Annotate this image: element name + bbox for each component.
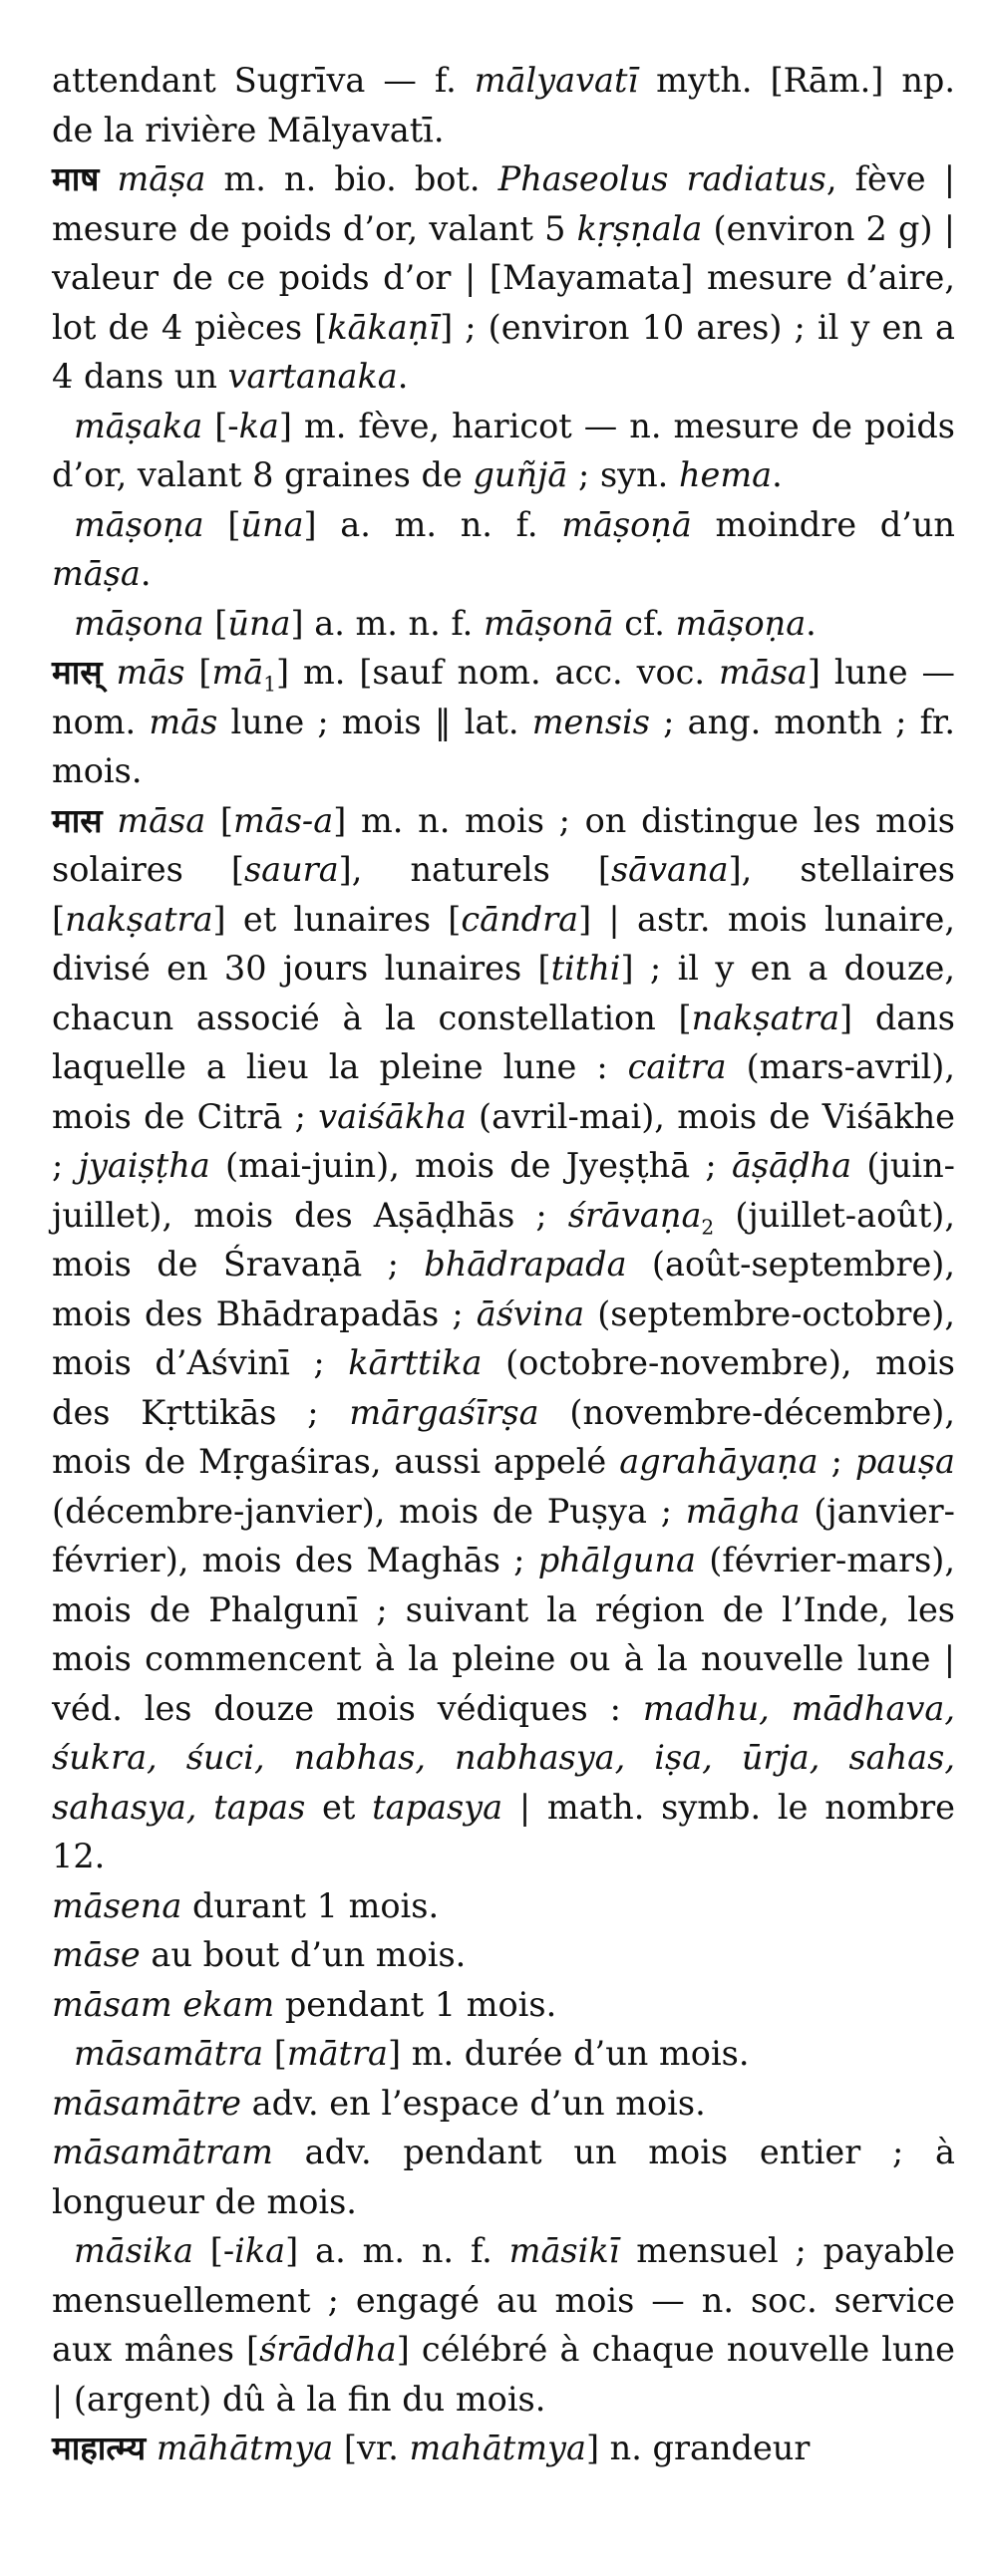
entry-text: cf. [613, 603, 676, 643]
italic-term: māhātmya [156, 2429, 334, 2467]
sub-entry [52, 500, 955, 599]
italic-term: pauṣa [854, 1442, 955, 1481]
entry-text: durant 1 mois. [181, 1885, 440, 1925]
italic-term: madhu, mādhava, śukra, śuci, nabhas, nabhasya, iṣa, ūrja, sahas, sahasya, tapas [52, 1688, 955, 1827]
entry-text: . [397, 357, 409, 396]
dictionary-entry [52, 154, 955, 402]
dictionary-entry [52, 1881, 955, 1931]
entry-text: (juillet-août), mois de Śravaṇā ; [52, 1195, 956, 1284]
entry-text: ] a. m. n. f. [290, 603, 484, 643]
entry-text: . [140, 554, 152, 593]
entry-text: (mai-juin), mois de Jyeṣṭhā ; [209, 1146, 732, 1185]
sub-entry [52, 2029, 955, 2079]
entry-text: (janvier-février), mois des Maghās ; [52, 1491, 955, 1579]
italic-term: mā [211, 653, 264, 692]
entry-text: (avril-mai), mois de Viśākhe ; [52, 1096, 955, 1185]
italic-term: māsa [117, 800, 206, 840]
italic-term: māsam ekam [52, 1984, 275, 2024]
entry-text: lune ; mois ‖ lat. [217, 702, 532, 741]
italic-term: hema [678, 455, 773, 494]
entry-text: au bout d’un mois. [140, 1935, 467, 1974]
italic-term: māsa [719, 653, 808, 692]
entry-text: pendant 1 mois. [274, 1984, 557, 2024]
italic-term: ūna [227, 603, 291, 643]
entry-text [99, 159, 117, 198]
italic-term: māṣa [52, 554, 141, 593]
entry-text: myth. [Rām.] np. de la rivière Mālyavatī. [52, 61, 955, 149]
entry-text: ] célébré à chaque nouvelle lune | (argent) dû à la fin du mois. [52, 2330, 955, 2419]
entry-text: (septembre-octobre), mois d’Aśvinī ; [52, 1293, 955, 1382]
entry-text: (octobre-novembre), mois des Kṛttikās ; [52, 1343, 956, 1432]
entry-text: ] n. grandeur [585, 2429, 811, 2467]
italic-term: mahātmya [409, 2429, 586, 2467]
italic-term: tithi [550, 949, 621, 988]
italic-term: saura [243, 850, 339, 889]
entry-text: . [772, 455, 783, 494]
italic-term: māsamātra [74, 2034, 264, 2073]
sub-entry [52, 402, 955, 500]
italic-term: vartanaka [227, 357, 398, 396]
italic-term: kākaṇī [327, 307, 441, 347]
italic-term: vaiśākha [318, 1096, 467, 1136]
entry-text: [ [263, 2034, 287, 2073]
entry-text: (mars-avril), mois de Citrā ; [52, 1047, 955, 1136]
dictionary-entry [52, 796, 955, 1881]
entry-text: ] | astr. mois lunaire, divisé en 30 jours lunaires [ [52, 899, 955, 988]
italic-term: māṣoṇa [675, 603, 807, 643]
entry-text: (décembre-janvier), mois de Puṣya ; [52, 1491, 686, 1531]
entry-text: ] dans laquelle a lieu la pleine lune : [52, 998, 955, 1086]
italic-term: mātra [286, 2034, 388, 2073]
italic-term: agrahāyaṇa [619, 1442, 819, 1481]
entry-text: ] a. m. n. f. [285, 2231, 509, 2270]
entry-text: moindre d’un [691, 504, 955, 544]
entry-text: [- [192, 2231, 235, 2270]
entry-text: . [806, 603, 817, 643]
dictionary-entry [52, 648, 955, 796]
italic-term: bhādrapada [424, 1245, 627, 1284]
entry-text: adv. pendant un mois entier ; à longueur de mois. [52, 2133, 955, 2221]
italic-term: āṣāḍha [731, 1146, 852, 1185]
italic-term: cāndra [461, 899, 579, 939]
entry-text: [ [184, 653, 212, 692]
sub-entry [52, 599, 955, 649]
italic-term: kārttika [348, 1343, 483, 1382]
italic-term: śrāvaṇa [567, 1195, 702, 1235]
italic-term: māṣonā [483, 603, 614, 643]
sub-entry [52, 2226, 955, 2424]
italic-term: mās [116, 653, 185, 692]
italic-term: māgha [685, 1491, 801, 1531]
entry-text [146, 2429, 157, 2467]
entry-text: ] a. m. n. f. [303, 504, 562, 544]
dictionary-entry [52, 2079, 955, 2129]
italic-term: mās-a [233, 800, 334, 840]
entry-text: ; ang. month ; fr. mois. [52, 702, 955, 790]
dictionary-entry [52, 2424, 955, 2473]
italic-term: māṣaka [74, 406, 203, 445]
entry-text: ] m. n. mois ; on distingue les mois solaires [ [52, 800, 955, 889]
italic-term: ka [238, 406, 279, 445]
entry-text: ] lune — nom. [52, 653, 955, 741]
devanagari-headword: मास [52, 800, 103, 840]
entry-text: attendant Sugrīva — f. [52, 61, 475, 100]
entry-text: , fève | mesure de poids d’or, valant 5 [52, 159, 955, 248]
italic-term: jyaiṣṭha [78, 1146, 210, 1185]
italic-term: ūna [240, 504, 304, 544]
italic-term: māṣona [74, 603, 204, 643]
italic-term: śrāddha [259, 2330, 397, 2369]
italic-term: mensis [531, 702, 650, 741]
entry-text: | math. symb. le nombre 12. [52, 1787, 955, 1875]
entry-text: ; syn. [567, 455, 679, 494]
italic-term: mārgaśīrṣa [349, 1392, 539, 1432]
entry-text: ], naturels [ [338, 850, 611, 889]
subscript-index: 1 [263, 672, 276, 697]
italic-term: māṣoṇa [74, 504, 204, 544]
italic-term: Phaseolus radiatus [497, 159, 826, 198]
entry-text: [ [203, 504, 241, 544]
subscript-index: 2 [701, 1215, 715, 1240]
devanagari-headword: माहात्म्य [52, 2429, 147, 2467]
entry-text: m. n. bio. bot. [205, 159, 498, 198]
dictionary-entry [52, 56, 955, 154]
italic-term: sāvana [610, 850, 729, 889]
italic-term: kṛṣṇala [576, 208, 703, 248]
italic-term: māsamātram [52, 2133, 273, 2171]
italic-term: nakṣatra [65, 899, 213, 939]
italic-term: guñjā [473, 455, 568, 494]
italic-term: māsikī [508, 2231, 620, 2270]
entry-text: ] et lunaires [ [212, 899, 462, 939]
entry-text [103, 801, 118, 840]
italic-term: nakṣatra [691, 998, 840, 1037]
italic-term: ika [234, 2231, 286, 2270]
entry-text: ], stellaires [ [52, 850, 955, 939]
entry-text: ] ; il y en a douze, chacun associé à la constellation [ [52, 949, 955, 1037]
entry-text: ] m. fève, haricot — n. mesure de poids d’or, valant 8 graines de [52, 406, 955, 494]
italic-term: mās [149, 702, 218, 741]
italic-term: mālyavatī [474, 61, 639, 100]
entry-text: [vr. [333, 2429, 410, 2467]
italic-term: māse [52, 1935, 141, 1974]
entry-text: ] m. durée d’un mois. [388, 2034, 750, 2073]
italic-term: caitra [627, 1047, 727, 1086]
dictionary-entry [52, 2128, 955, 2226]
entry-text: [ [205, 800, 233, 840]
italic-term: āśvina [476, 1293, 585, 1333]
devanagari-headword: माष [52, 159, 100, 198]
italic-term: māṣoṇā [561, 504, 692, 544]
dictionary-entry [52, 1980, 955, 2030]
italic-term: tapasya [372, 1787, 503, 1827]
entry-text: [ [203, 603, 228, 643]
devanagari-headword: मास् [52, 653, 103, 692]
italic-term: māsamātre [52, 2083, 241, 2123]
entry-text: ] ; (environ 10 ares) ; il y en a 4 dans un [52, 307, 956, 396]
entry-text [103, 653, 117, 692]
entry-text: ] m. [sauf nom. acc. voc. [276, 653, 719, 692]
entry-text: (février-mars), mois de Phalgunī ; suivant la région de l’Inde, les mois commencent à la pleine ou à la nouvelle lune | véd. les douze mois védiques : [52, 1541, 955, 1728]
entry-text: [- [202, 406, 239, 445]
italic-term: māsena [52, 1885, 182, 1925]
entry-text: mensuel ; payable mensuellement ; engagé au mois — n. soc. service aux mânes [ [52, 2231, 955, 2369]
entry-text: (novembre-décembre), mois de Mṛgaśiras, aussi appelé [52, 1392, 955, 1481]
italic-term: māṣa [117, 159, 206, 198]
italic-term: phālguna [537, 1541, 696, 1579]
entry-text: et [305, 1787, 373, 1827]
entry-text: (août-septembre), mois des Bhādrapadās ; [52, 1245, 956, 1333]
entry-text: (environ 2 g) | valeur de ce poids d’or | [Mayamata] mesure d’aire, lot de 4 pièces [ [52, 208, 955, 347]
entry-text: (juin-juillet), mois des Aṣāḍhās ; [52, 1146, 956, 1235]
italic-term: māsika [74, 2231, 193, 2270]
entry-text: ; [818, 1442, 855, 1481]
dictionary-entry [52, 1930, 955, 1980]
entry-text: adv. en l’espace d’un mois. [240, 2083, 706, 2123]
